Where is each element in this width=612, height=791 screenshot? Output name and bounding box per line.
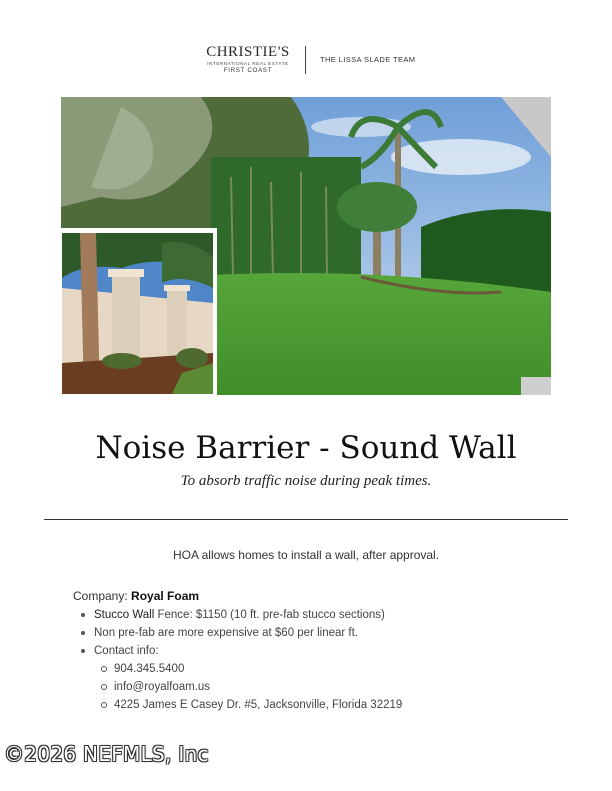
brand-logo [200, 44, 420, 76]
logo-divider [305, 46, 306, 74]
contact-email: info@royalfoam.us [78, 678, 402, 696]
list-item-highlight: Stucco Wall [94, 609, 155, 621]
brand-region: FIRST COAST [223, 68, 273, 74]
christies-logo [200, 44, 296, 75]
company-name: Royal Foam [131, 589, 200, 603]
team-name: THE LISSA SLADE TEAM [320, 55, 416, 64]
contact-phone: 904.345.5400 [78, 660, 402, 678]
list-item-text: Non pre-fab are more expensive at $60 per linear ft. [94, 627, 359, 639]
list-item [78, 606, 402, 624]
page-title: Noise Barrier - Sound Wall [95, 430, 517, 466]
hoa-note: HOA allows homes to install a wall, after approval. [172, 548, 440, 562]
brand-name: CHRISTIE'S [206, 44, 290, 60]
list-item-text: Contact info: [94, 645, 159, 657]
brand-subtitle: INTERNATIONAL REAL ESTATE [207, 61, 289, 66]
list-item-text: Fence: $1150 (10 ft. pre-fab stucco sections) [154, 609, 385, 621]
company-line [73, 589, 199, 603]
contact-address: 4225 James E Casey Dr. #5, Jacksonville, Florida 32219 [78, 696, 402, 714]
list-item [78, 624, 402, 642]
divider [44, 519, 568, 520]
details-list [78, 606, 402, 714]
company-label: Company: [73, 589, 128, 603]
list-item [78, 642, 402, 660]
page-subtitle: To absorb traffic noise during peak times. [180, 473, 432, 489]
stucco-wall-photo [61, 228, 217, 396]
copyright-watermark: ©2026 NEFMLS, Inc [4, 742, 209, 766]
